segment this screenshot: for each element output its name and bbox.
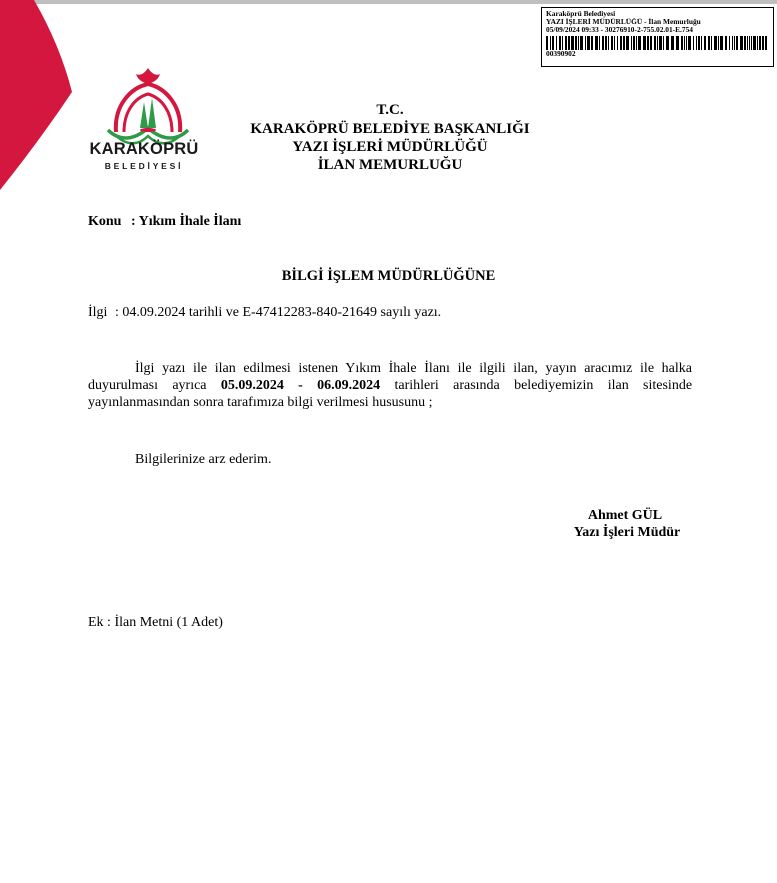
barcode-line-institution: Karaköprü Belediyesi [546, 10, 616, 18]
barcode-line-department: YAZI İŞLERİ MÜDÜRLÜĞÜ - İlan Memurluğu [546, 18, 701, 27]
header-office: İLAN MEMURLUĞU [317, 157, 463, 173]
body-date-end: 06.09.2024 [317, 378, 381, 393]
signature-title: Yazı İşleri Müdür [573, 525, 681, 540]
barcode-icon [546, 36, 769, 50]
reference-line [88, 304, 441, 321]
recipient-title: BİLGİ İŞLEM MÜDÜRLÜĞÜNE [281, 268, 496, 284]
body-paragraph [88, 360, 692, 411]
header-republic: T.C. [376, 102, 404, 118]
reference-value: : 04.09.2024 tarihli ve E-47412283-840-21649 sayılı yazı. [114, 305, 442, 320]
subject-value: : Yıkım İhale İlanı [130, 214, 242, 229]
municipality-logo-icon [78, 66, 218, 176]
logo-subtitle: BELEDİYESİ [104, 161, 184, 171]
closing-text: Bilgilerinize arz ederim. [135, 452, 272, 467]
body-date-start: 05.09.2024 [220, 378, 284, 393]
signature-name: Ahmet GÜL [587, 508, 663, 523]
subject-label: Konu [88, 214, 122, 229]
top-gray-bar [0, 0, 777, 4]
body-text-part2: tarihleri arasında belediyemizin ilan sitesinde yayınlanmasından sonra tarafımıza bilgi verilmesi hususunu ; [88, 378, 693, 410]
document-barcode-stamp [541, 7, 774, 67]
barcode-number: 00390902 [546, 49, 576, 58]
header-department: YAZI İŞLERİ MÜDÜRLÜĞÜ [292, 139, 488, 155]
header-municipality: KARAKÖPRÜ BELEDİYE BAŞKANLIĞI [250, 121, 530, 137]
red-corner-decoration [0, 0, 80, 200]
subject-line [88, 213, 241, 230]
barcode-line-date-number: 05/09/2024 09:33 - 30276910-2-755.02.01-E.754 [546, 26, 693, 35]
body-date-dash: - [298, 378, 303, 393]
attachment-line: Ek : İlan Metni (1 Adet) [88, 615, 223, 630]
reference-label: İlgi [88, 305, 108, 320]
body-text-part1: İlgi yazı ile ilan edilmesi istenen Yıkım İhale İlanı ile ilgili ilan, yayın aracımız ile halka duyurulması ayrıca [88, 361, 692, 393]
logo-wordmark: KARAKÖPRÜ [89, 140, 199, 158]
